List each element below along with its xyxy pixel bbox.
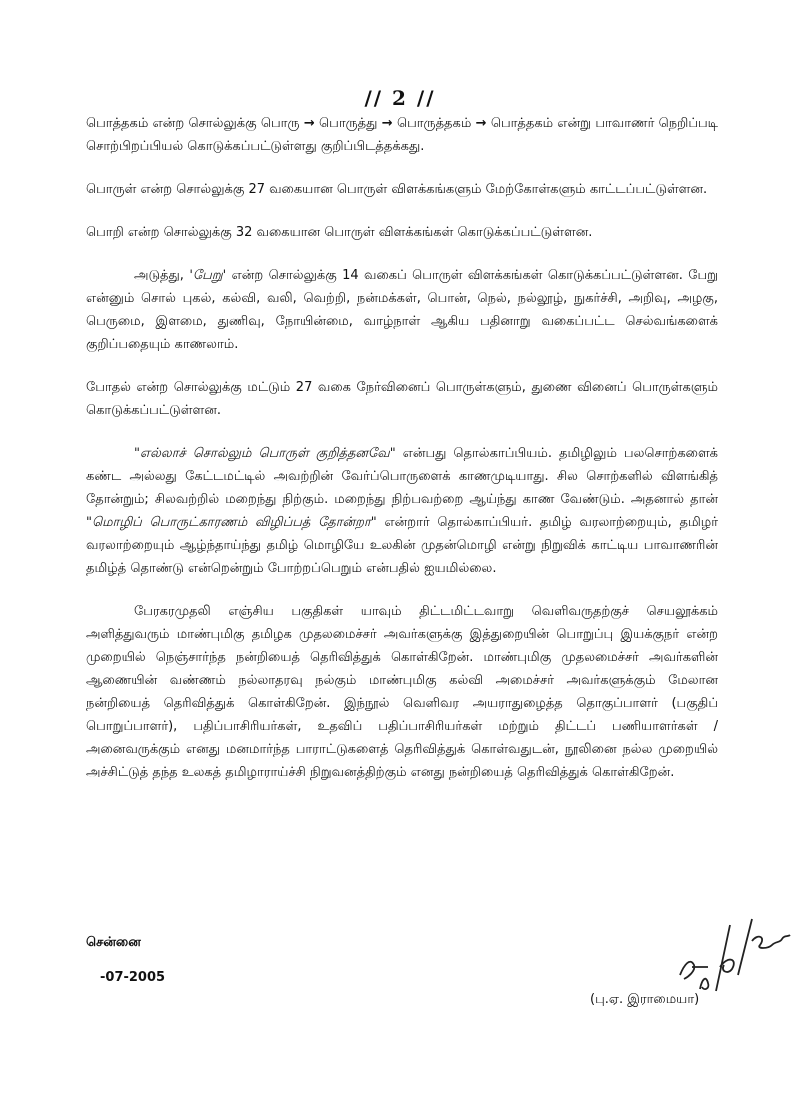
place-label: சென்னை (86, 935, 141, 950)
document-body (86, 112, 718, 784)
paragraph-pothal: போதல் என்ற சொல்லுக்கு மட்டும் 27 வகை நேர்வினைப் பொருள்களும், துணை வினைப் பொருள்களும் கொடுக்கப்பட்டுள்ளன. (86, 380, 718, 418)
right-arrow-icon: → (475, 116, 487, 131)
date-label: -07-2005 (100, 970, 166, 985)
paragraph-text: அடுத்து, (134, 268, 184, 283)
paragraph-text: பொத்தகம் என்று பாவாணர் நெறிப்படி சொற்பிறப்பியல் கொடுக்கப்பட்டுள்ளது குறிப்பிடத்தக்கது. (86, 116, 719, 154)
paragraph-text: பொருத்து (319, 116, 378, 131)
paragraph-pori: பொறி என்ற சொல்லுக்கு 32 வகையான பொருள் விளக்கங்கள் கொடுக்கப்பட்டுள்ளன. (86, 225, 593, 240)
paragraph-peru (86, 264, 718, 356)
page-number: // 2 // (364, 86, 436, 110)
paragraph-porul: பொருள் என்ற சொல்லுக்கு 27 வகையான பொருள் விளக்கங்களும் மேற்கோள்களும் காட்டப்பட்டுள்ளன. (86, 182, 708, 197)
paragraph-text: பொத்தகம் என்ற சொல்லுக்கு பொரு (86, 116, 300, 131)
handwritten-signature (672, 905, 792, 995)
quoted-word: 'பேறு' (189, 268, 227, 283)
right-arrow-icon: → (381, 116, 393, 131)
right-arrow-icon: → (303, 116, 315, 131)
paragraph-acknowledgement: பேரகரமுதலி எஞ்சிய பகுதிகள் யாவும் திட்டமிட்டவாறு வெளிவருதற்குச் செயலூக்கம் அளித்துவரும் மாண்புமிகு தமிழக முதலமைச்சர் அவர்களுக்கு இத்துறையின் பொறுப்பு இயக்குநர் என்ற முறையில் நெஞ்சார்ந்த நன்றியைத் தெரிவித்துக் கொள்கிறேன். மாண்புமிகு முதலமைச்சர் அவர்களின் ஆணையின் வண்ணம் நல்லாதரவு நல்கும் மாண்புமிகு கல்வி அமைச்சர் அவர்களுக்கும் மேலான நன்றியைத் தெரிவித்துக் கொள்கிறேன். இந்நூல் வெளிவர அயராதுழைத்த தொகுப்பாளர் (பகுதிப் பொறுப்பாளர்), பதிப்பாசிரியர்கள், உதவிப் பதிப்பாசிரியர்கள் மற்றும் திட்டப் பணியாளர்கள் / அனைவருக்கும் எனது மனமார்ந்த பாராட்டுகளைத் தெரிவித்துக் கொள்வதுடன், நூலினை நல்ல முறையில் அச்சிட்டுத் தந்த உலகத் தமிழாராய்ச்சி நிறுவனத்திற்கும் எனது நன்றியைத் தெரிவித்துக் கொள்கிறேன். (86, 604, 718, 780)
paragraph-tolkappiyam (86, 442, 718, 580)
paragraph-text: என்பது தொல்காப்பியம். தமிழிலும் பலசொற்களைக் கண்ட அல்லது கேட்டமட்டில் அவற்றின் வேர்ப்பொருளைக் காணமுடியாது. சில சொற்களில் விளங்கித் தோன்றும்; சிலவற்றில் மறைந்து நிற்கும். மறைந்து நிற்பவற்றை ஆய்ந்து காண வேண்டும். அதனால் தான் (86, 446, 718, 507)
quotation: "மொழிப் பொருட்காரணம் விழிப்பத் தோன்றா" (86, 515, 377, 530)
paragraph-text: என்றார் தொல்காப்பியர். தமிழ் வரலாற்றையும், தமிழர் வரலாற்றையும் ஆழ்ந்தாய்ந்து தமிழ் மொழியே உலகின் முதன்மொழி என்று நிறுவிக் காட்டிய பாவாணரின் தமிழ்த் தொண்டு என்றென்றும் போற்றப்பெறும் என்பதில் ஐயமில்லை. (86, 515, 718, 576)
signatory-name: (பு.ஏ. இராமையா) (590, 992, 700, 1007)
paragraph-text: என்ற சொல்லுக்கு 14 வகைப் பொருள் விளக்கங்கள் கொடுக்கப்பட்டுள்ளன. பேறு என்னும் சொல் புகல், கல்வி, வலி, வெற்றி, நன்மக்கள், பொன், நெல், நல்லூழ், நுகர்ச்சி, அறிவு, அழகு, பெருமை, இளமை, துணிவு, நோயின்மை, வாழ்நாள் ஆகிய பதினாறு வகைப்பட்ட செல்வங்களைக் குறிப்பதையும் காணலாம். (86, 268, 718, 352)
paragraph-etymology (86, 112, 718, 158)
quotation: "எல்லாச் சொல்லும் பொருள் குறித்தனவே" (134, 446, 396, 461)
paragraph-text: பொருத்தகம் (396, 116, 472, 131)
